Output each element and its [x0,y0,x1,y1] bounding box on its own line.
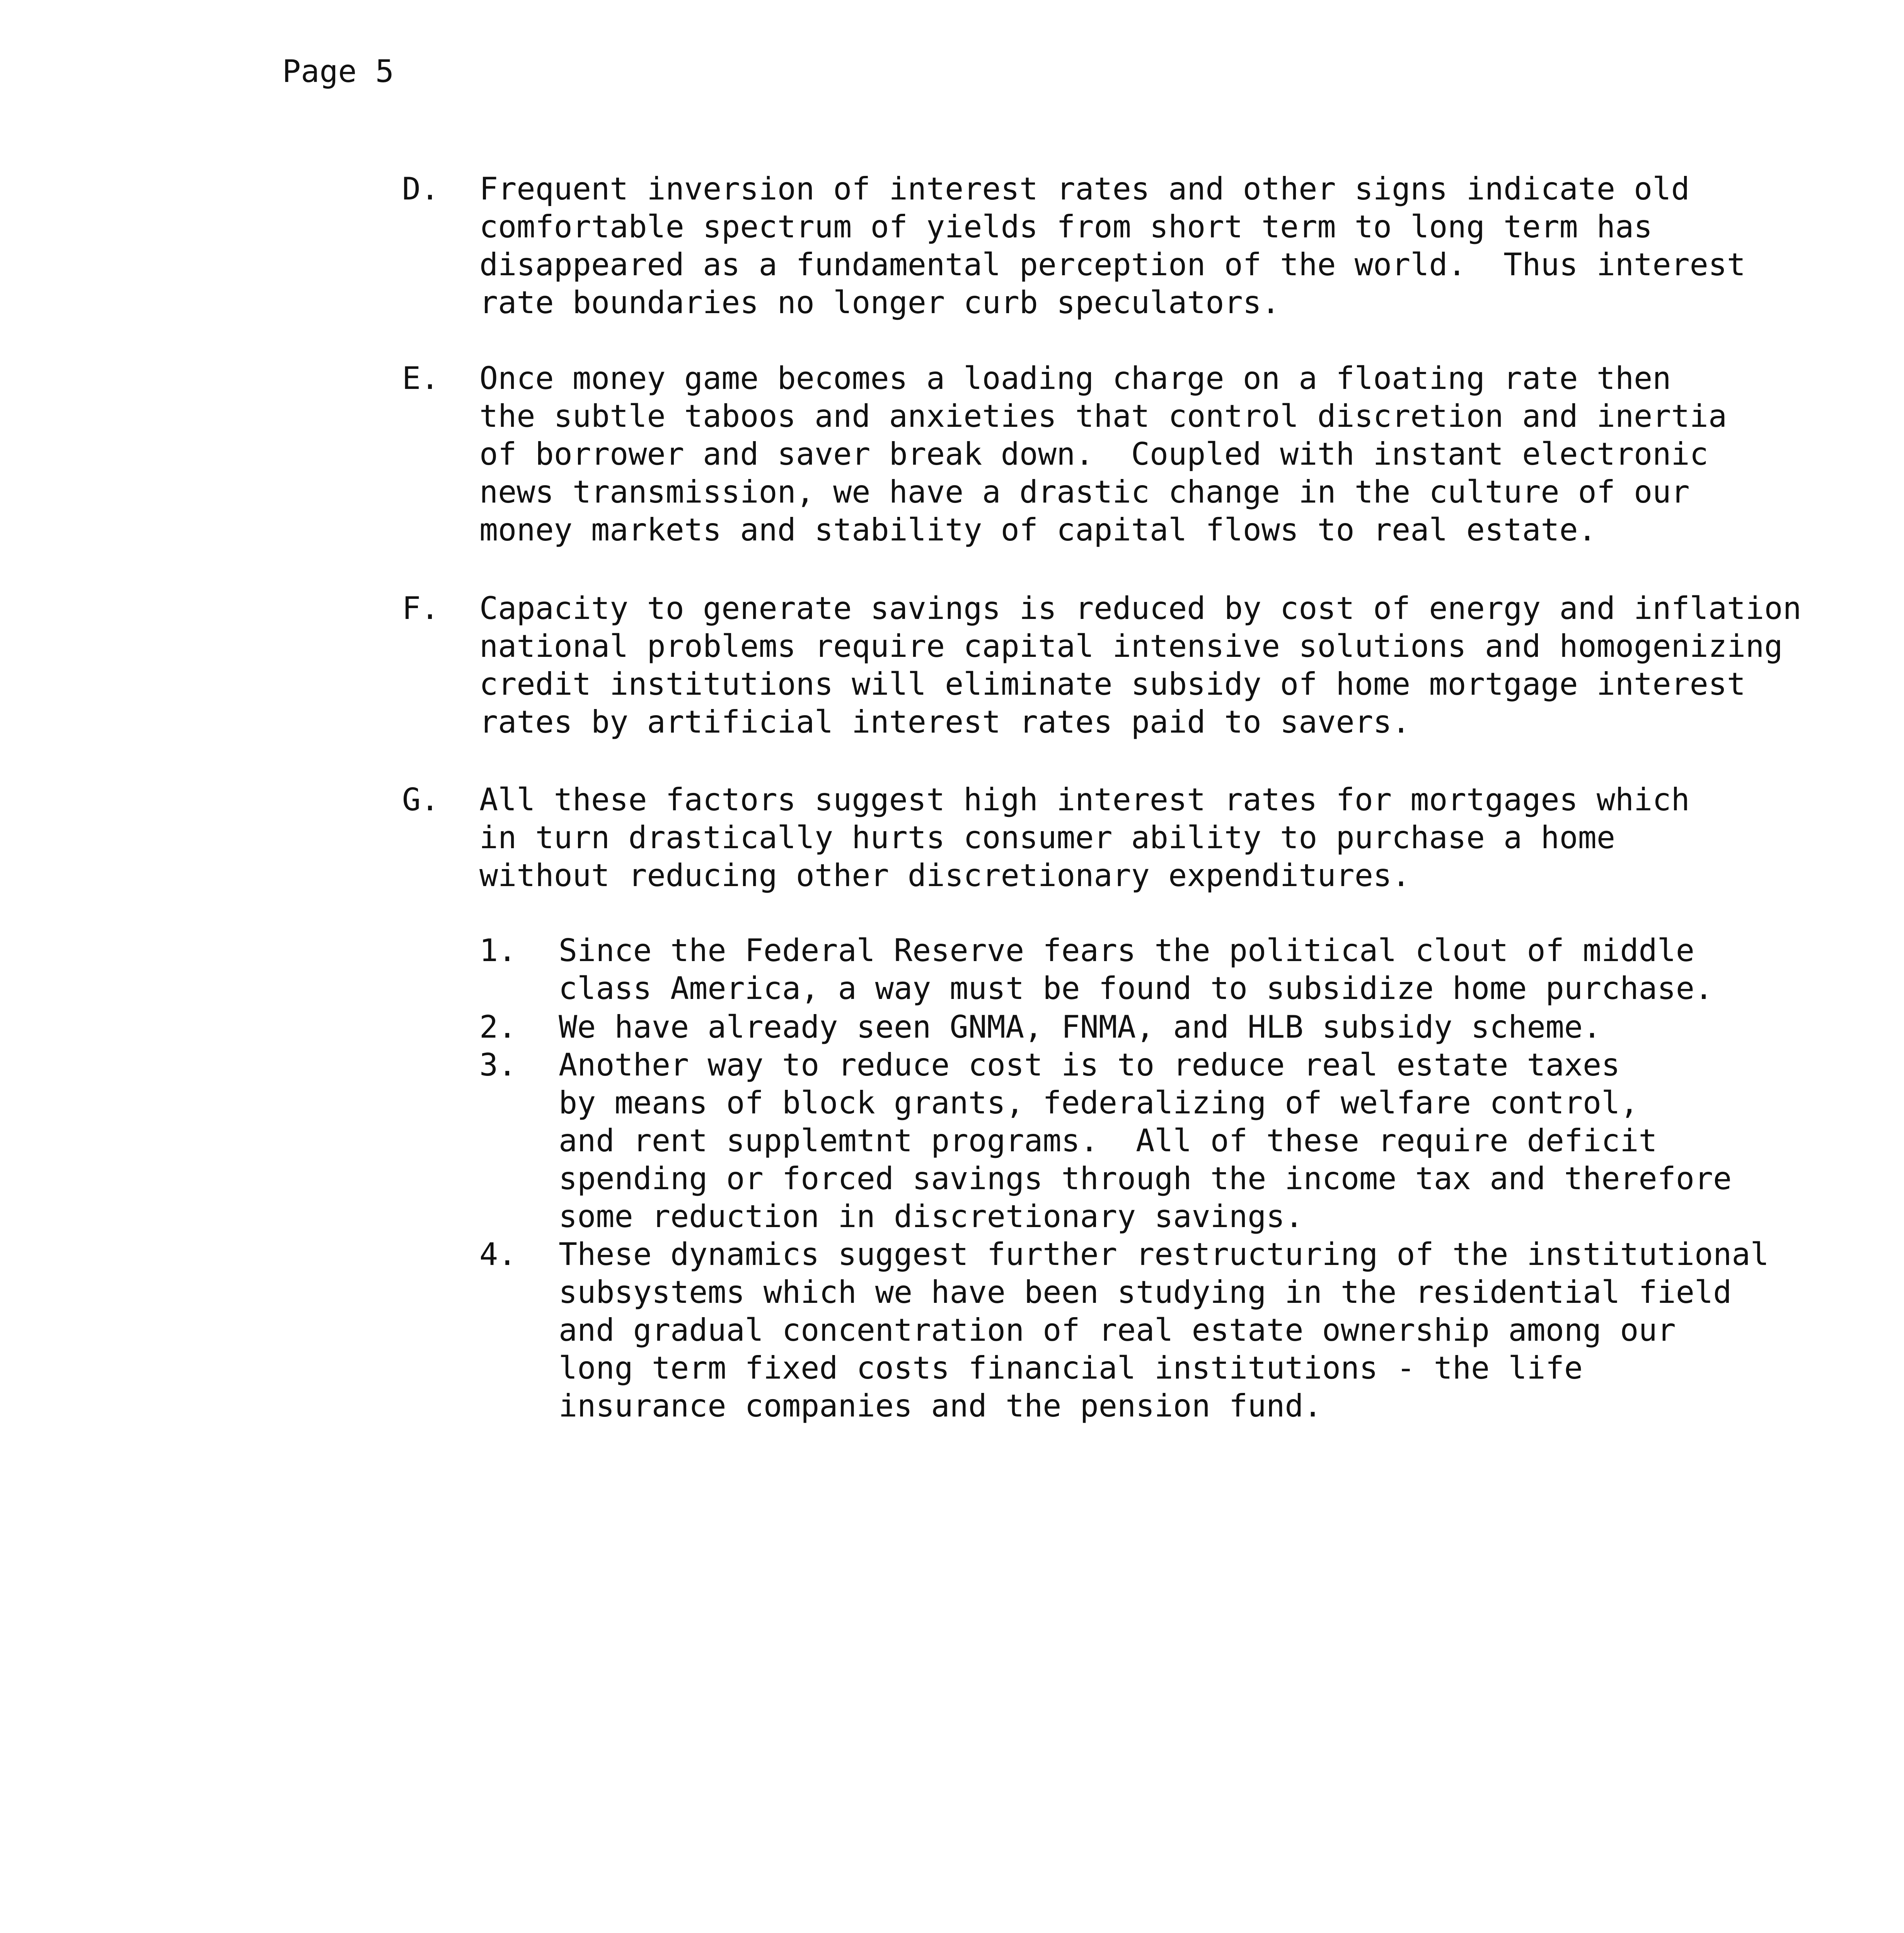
item-number: 1. [479,932,517,968]
section-body [479,170,1894,322]
item-body [559,1008,1892,1046]
text-line: class America, a way must be found to subsidize home purchase. [559,970,1713,1006]
text-line: without reducing other discretionary expenditures. [479,857,1411,893]
text-line: of borrower and saver break down. Coupled with instant electronic [479,436,1708,472]
text-line: Since the Federal Reserve fears the political clout of middle [559,932,1695,968]
text-line: subsystems which we have been studying in the residential field [559,1274,1732,1310]
text-line: We have already seen GNMA, FNMA, and HLB subsidy scheme. [559,1009,1602,1045]
section-body [479,590,1894,741]
item-body [559,1046,1892,1236]
section-letter: G. [402,782,440,818]
text-line: spending or forced savings through the income tax and therefore [559,1161,1732,1197]
item-number: 4. [479,1236,517,1272]
section-body [479,360,1894,549]
text-line: news transmission, we have a drastic change in the culture of our [479,474,1690,510]
text-line: These dynamics suggest further restructuring of the institutional [559,1236,1769,1272]
section-letter: E. [402,360,440,396]
item-number: 3. [479,1047,517,1083]
text-line: and gradual concentration of real estate ownership among our [559,1312,1676,1348]
item-body [559,1236,1892,1425]
text-line: by means of block grants, federalizing of welfare control, [559,1085,1639,1121]
text-line: disappeared as a fundamental perception of the world. Thus interest [479,247,1746,283]
item-number: 2. [479,1009,517,1045]
text-line: Capacity to generate savings is reduced by cost of energy and inflation [479,590,1802,626]
text-line: rates by artificial interest rates paid to savers. [479,704,1411,740]
text-line: money markets and stability of capital flows to real estate. [479,512,1597,548]
text-line: All these factors suggest high interest rates for mortgages which [479,782,1690,818]
item-body [559,932,1892,1007]
text-line: some reduction in discretionary savings. [559,1198,1304,1234]
text-line: the subtle taboos and anxieties that control discretion and inertia [479,398,1727,434]
text-line: credit institutions will eliminate subsidy of home mortgage interest [479,666,1746,702]
text-line: long term fixed costs financial institutions - the life [559,1350,1583,1386]
text-line: Another way to reduce cost is to reduce real estate taxes [559,1047,1620,1083]
text-line: rate boundaries no longer curb speculators. [479,285,1280,320]
section-letter: F. [402,590,440,626]
text-line: comfortable spectrum of yields from short term to long term has [479,209,1653,245]
text-line: Once money game becomes a loading charge on a floating rate then [479,360,1671,396]
text-line: Frequent inversion of interest rates and other signs indicate old [479,171,1690,207]
section-letter: D. [402,171,440,207]
text-line: insurance companies and the pension fund. [559,1388,1322,1424]
text-line: and rent supplemtnt programs. All of these require deficit [559,1123,1657,1159]
page-number: Page 5 [282,53,394,89]
text-line: in turn drastically hurts consumer ability to purchase a home [479,820,1616,856]
text-line: national problems require capital intensive solutions and homogenizing [479,628,1783,664]
section-body [479,781,1894,895]
